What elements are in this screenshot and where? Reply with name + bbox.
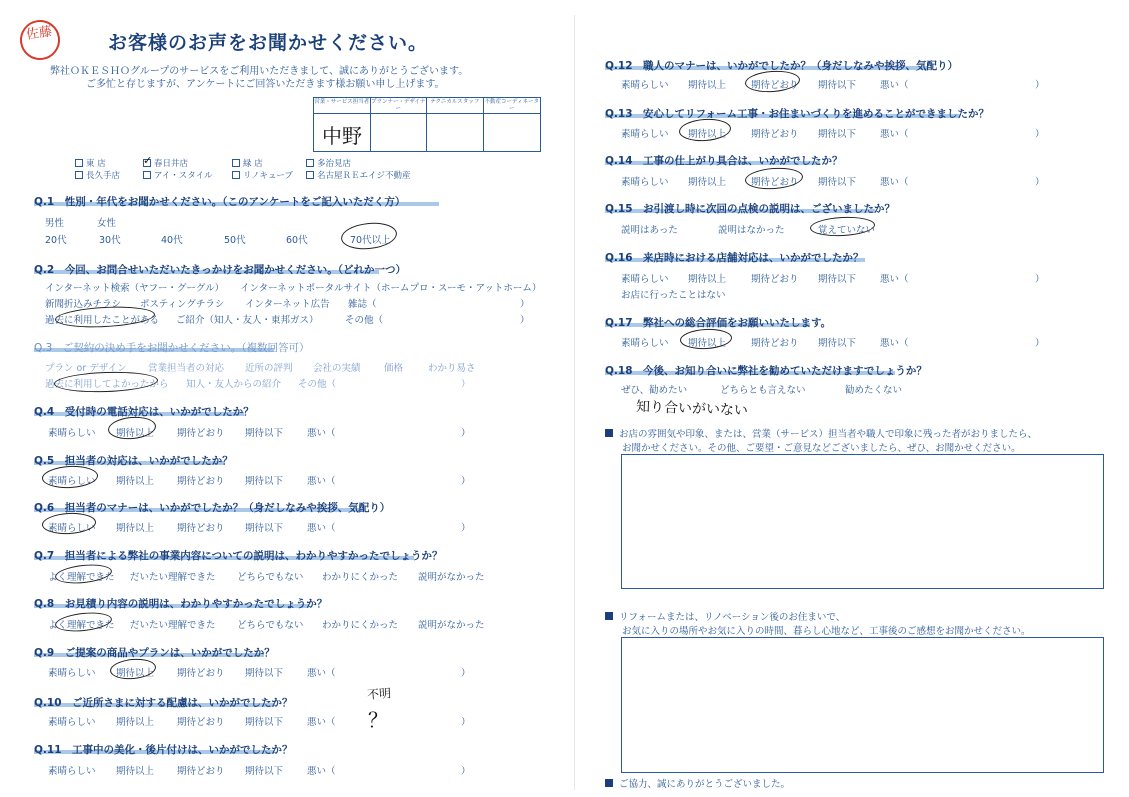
option[interactable]: 期待以下 [245,476,284,487]
option[interactable]: 素晴らしい [48,717,96,728]
paren-close: ） [520,299,530,310]
option[interactable]: プラン or デザイン [45,363,127,374]
option[interactable]: 悪い（ [880,129,909,140]
option[interactable]: 期待以上 [688,80,727,91]
store-option[interactable]: 名古屋ＲＥエイジ不動産 [306,169,411,181]
staff-cell-sales[interactable] [314,114,371,151]
staff-table [313,97,541,152]
option[interactable]: 会社の実績 [313,363,361,374]
option[interactable]: 期待以上 [116,476,155,487]
option[interactable]: 悪い（ [307,766,336,777]
option[interactable]: 50代 [224,235,246,246]
checkbox-icon [306,159,314,167]
option-selected[interactable]: 素晴らしい [48,476,96,487]
option[interactable]: 価格 [384,363,404,374]
store-option[interactable]: 長久手店 [75,169,120,181]
question-title: Q.1 性別・年代をお聞かせください。（このアンケートをご記入いただく方） [34,196,406,208]
option[interactable]: どちらでもない [237,572,304,583]
option[interactable]: どちらとも言えない [720,385,806,396]
option[interactable]: ご紹介（知人・友人・東邦ガス） [176,315,319,326]
paren-close: ） [1035,274,1045,285]
option[interactable]: 期待どおり [177,523,225,534]
staff-header-realestate: 不動産コーディネーター [484,99,540,112]
option[interactable]: その他（ [298,379,337,390]
name-seal: 佐藤 [17,17,62,62]
option-selected[interactable]: 過去に利用してよかったから [45,379,169,390]
checkbox-icon [306,171,314,179]
paren-close: ） [1035,80,1045,91]
option[interactable]: 期待どおり [751,274,799,285]
option[interactable]: 期待以上 [688,177,727,188]
option[interactable]: だいたい理解できた [130,572,216,583]
option[interactable]: 営業担当者の対応 [148,363,225,374]
staff-header-planner: プランナー・デザイナー [370,99,426,112]
paren-close: ） [461,668,471,679]
store-option[interactable]: アイ・スタイル [143,169,213,181]
paren-close: ） [461,766,471,777]
option[interactable]: 知人・友人からの紹介 [186,379,282,390]
square-bullet-icon [605,779,613,787]
question-title: Q.4 受付時の電話対応は、いかがでしたか？ [34,406,254,418]
square-bullet-icon [605,429,613,437]
option-selected[interactable]: 期待どおり [751,177,799,188]
store-option[interactable]: リノキューブ [232,169,293,181]
paren-close: ） [1035,338,1045,349]
paren-close: ） [461,523,471,534]
option[interactable]: 素晴らしい [621,274,669,285]
option[interactable]: 期待どおり [177,668,225,679]
option[interactable]: インターネットポータルサイト（ホームプロ・スーモ・アットホーム） [240,283,542,294]
question-title: Q.13 安心してリフォーム工事・お住まいづくりを進めることができましたか？ [605,108,990,120]
answer-circle [340,220,398,252]
option[interactable]: 悪い（ [307,717,336,728]
intro-line-1: 弊社ＯＫＥＳＨＯグループのサービスをご利用いただきまして、誠にありがとうございます。 [50,66,469,77]
option[interactable]: その他（ [345,315,384,326]
option[interactable]: 期待どおり [751,338,799,349]
question-title: Q.7 担当者による弊社の事業内容についての説明は、わかりやすかったでしょうか？ [34,550,443,562]
option[interactable]: 悪い（ [307,523,336,534]
option-selected[interactable]: 期待以上 [688,129,727,140]
option[interactable]: お店に行ったことはない [621,290,726,301]
option-selected[interactable]: 素晴らしい [48,523,96,534]
page-divider [574,15,575,790]
option[interactable]: 60代 [286,235,308,246]
option[interactable]: 悪い（ [880,177,909,188]
option-selected[interactable]: 期待どおり [751,80,799,91]
option[interactable]: 期待どおり [177,428,225,439]
store-option[interactable]: ✓ 春日井店 [143,157,188,169]
option[interactable]: 勧めたくない [845,385,903,396]
checkbox-icon [232,159,240,167]
option[interactable]: ぜひ、勧めたい [621,385,688,396]
option-selected[interactable]: 期待以上 [688,338,727,349]
question-title: Q.14 工事の仕上がり具合は、いかがでしたか？ [605,155,843,167]
option[interactable]: 期待以下 [245,428,284,439]
checkbox-checked-icon [143,159,151,167]
option[interactable]: わかり易さ [428,363,476,374]
option[interactable]: 素晴らしい [48,668,96,679]
option[interactable]: 悪い（ [880,80,909,91]
option[interactable]: わかりにくかった [322,572,399,583]
option-selected[interactable]: 期待以上 [116,668,155,679]
checkbox-icon [75,171,83,179]
option-selected[interactable]: よく理解できた [48,572,115,583]
intro-line-2: ご多忙と存じますが、アンケートにご回答いただきます様お願い申し上げます。 [86,79,445,90]
handwritten-staff-name: 中野 [322,124,362,148]
checkbox-icon [143,171,151,179]
option[interactable]: 期待どおり [177,717,225,728]
option[interactable]: 期待以下 [245,523,284,534]
option[interactable]: 期待以下 [818,80,857,91]
option[interactable]: 素晴らしい [621,129,669,140]
option[interactable]: 悪い（ [307,476,336,487]
option[interactable]: 期待以下 [818,177,857,188]
option[interactable]: 素晴らしい [621,80,669,91]
square-bullet-icon [605,612,613,620]
staff-cell-technical[interactable] [427,114,484,151]
option[interactable]: 雑誌（ [348,299,377,310]
option[interactable]: インターネット広告 [245,299,330,310]
option[interactable]: 近所の評判 [245,363,293,374]
option[interactable]: 期待以下 [245,766,284,777]
option[interactable]: 悪い（ [307,668,336,679]
question-title: Q.16 来店時における店舗対応は、いかがでしたか？ [605,252,864,264]
option[interactable]: 悪い（ [880,338,909,349]
paren-close: ） [461,379,471,390]
option[interactable]: だいたい理解できた [130,620,216,631]
handwritten-answer: 知り合いがいない [635,399,749,419]
option[interactable]: 期待以下 [245,668,284,679]
paren-close: ） [461,717,471,728]
question-title: Q.3 ご契約の決め手をお聞かせください。（複数回答可） [34,342,310,354]
option[interactable]: わかりにくかった [322,620,399,631]
comment-prompt-line-1: お店の雰囲気や印象、または、営業（サービス）担当者や職人で印象に残った者がおりましたら、 [605,426,1037,440]
question-title: Q.5 担当者の対応は、いかがでしたか？ [34,455,233,467]
question-title: Q.2 今回、お問合せいただいたきっかけをお聞かせください。（どれか一つ） [34,264,406,276]
option[interactable]: 悪い（ [307,428,336,439]
option[interactable]: 期待以下 [818,129,857,140]
option[interactable]: 期待どおり [177,766,225,777]
closing-text: ご協力、誠にありがとうございました。 [605,776,790,790]
option[interactable]: 男性 [45,218,65,229]
option[interactable]: 20代 [45,235,67,246]
question-title: Q.15 お引渡し時に次回の点検の説明は、ございましたか？ [605,203,896,215]
checkbox-icon [75,159,83,167]
paren-close: ） [1035,177,1045,188]
option[interactable]: 期待どおり [177,476,225,487]
page-title: お客様のお声をお聞かせください。 [108,32,429,54]
option[interactable]: 期待以上 [116,523,155,534]
store-option[interactable]: 緑 店 [232,157,263,169]
staff-cell-realestate[interactable] [484,114,541,151]
option-selected[interactable]: 過去に利用したことがある [45,315,160,326]
paren-close: ） [1035,129,1045,140]
question-title: Q.18 今後、お知り合いに弊社を勧めていただけますでしょうか？ [605,365,927,377]
option-selected[interactable]: よく理解できた [48,620,115,631]
question-title: Q.10 ご近所さまに対する配慮は、いかがでしたか？ [34,697,293,709]
option[interactable]: 期待以上 [688,274,727,285]
comment-box-impressions[interactable] [621,637,1104,773]
option[interactable]: 新聞折込みチラシ [45,299,122,310]
comment-prompt-line-2: お気に入りの場所やお気に入りの時間、暮らし心地など、工事後のご感想をお聞かせください。 [622,626,1031,637]
comment-prompt-line-1: リフォームまたは、リノベーション後のお住まいで、 [605,609,845,623]
question-title: Q.6 担当者のマナーは、いかがでしたか？（身だしなみや挨拶、気配り） [34,502,391,514]
option[interactable]: 素晴らしい [48,428,96,439]
option[interactable]: 説明はなかった [718,225,785,236]
handwritten-note: 不明 [366,686,392,702]
option-selected[interactable]: 期待以上 [116,428,155,439]
store-option[interactable]: 東 店 [75,157,106,169]
option[interactable]: 30代 [99,235,121,246]
question-title: Q.8 お見積り内容の説明は、わかりやすかったでしょうか？ [34,598,328,610]
option[interactable]: 説明がなかった [418,620,485,631]
option[interactable]: 素晴らしい [621,338,669,349]
question-title: Q.12 職人のマナーは、いかがでしたか？（身だしなみや挨拶、気配り） [605,60,959,72]
option[interactable]: 素晴らしい [621,177,669,188]
option[interactable]: 素晴らしい [48,766,96,777]
staff-cell-planner[interactable] [371,114,428,151]
comment-prompt-line-2: お聞かせください。その他、ご要望・ご意見などございましたら、ぜひ、お聞かせください。 [622,443,1021,454]
staff-header-sales: 営業・サービス担当者 [314,98,371,114]
option[interactable]: 説明がなかった [418,572,485,583]
question-title: Q.11 工事中の美化・後片付けは、いかがでしたか？ [34,744,293,756]
option[interactable]: 40代 [161,235,183,246]
paren-close: ） [520,315,530,326]
store-option[interactable]: 多治見店 [306,157,351,169]
option[interactable]: 期待どおり [751,129,799,140]
staff-header-technical: テクニカルスタッフ [427,98,484,114]
paren-close: ） [461,476,471,487]
option[interactable]: どちらでもない [237,620,304,631]
question-title: Q.9 ご提案の商品やプランは、いかがでしたか？ [34,647,275,659]
option-selected[interactable]: 70代以上 [350,235,391,246]
option[interactable]: 説明はあった [621,225,678,236]
comment-box-feedback[interactable] [621,454,1104,589]
option[interactable]: 期待以上 [116,717,155,728]
handwritten-question-mark: ？ [368,708,388,732]
option[interactable]: 期待以下 [818,338,857,349]
option[interactable]: インターネット検索（ヤフー・グーグル） [45,283,225,294]
option[interactable]: 女性 [97,218,117,229]
option[interactable]: 期待以下 [245,717,284,728]
option[interactable]: ポスティングチラシ [140,299,225,310]
option[interactable]: 期待以下 [818,274,857,285]
option-selected[interactable]: 覚えていない [818,225,876,236]
checkbox-icon [232,171,240,179]
option[interactable]: 悪い（ [880,274,909,285]
option[interactable]: 期待以上 [116,766,155,777]
question-title: Q.17 弊社への総合評価をお願いいたします。 [605,317,832,329]
paren-close: ） [461,428,471,439]
